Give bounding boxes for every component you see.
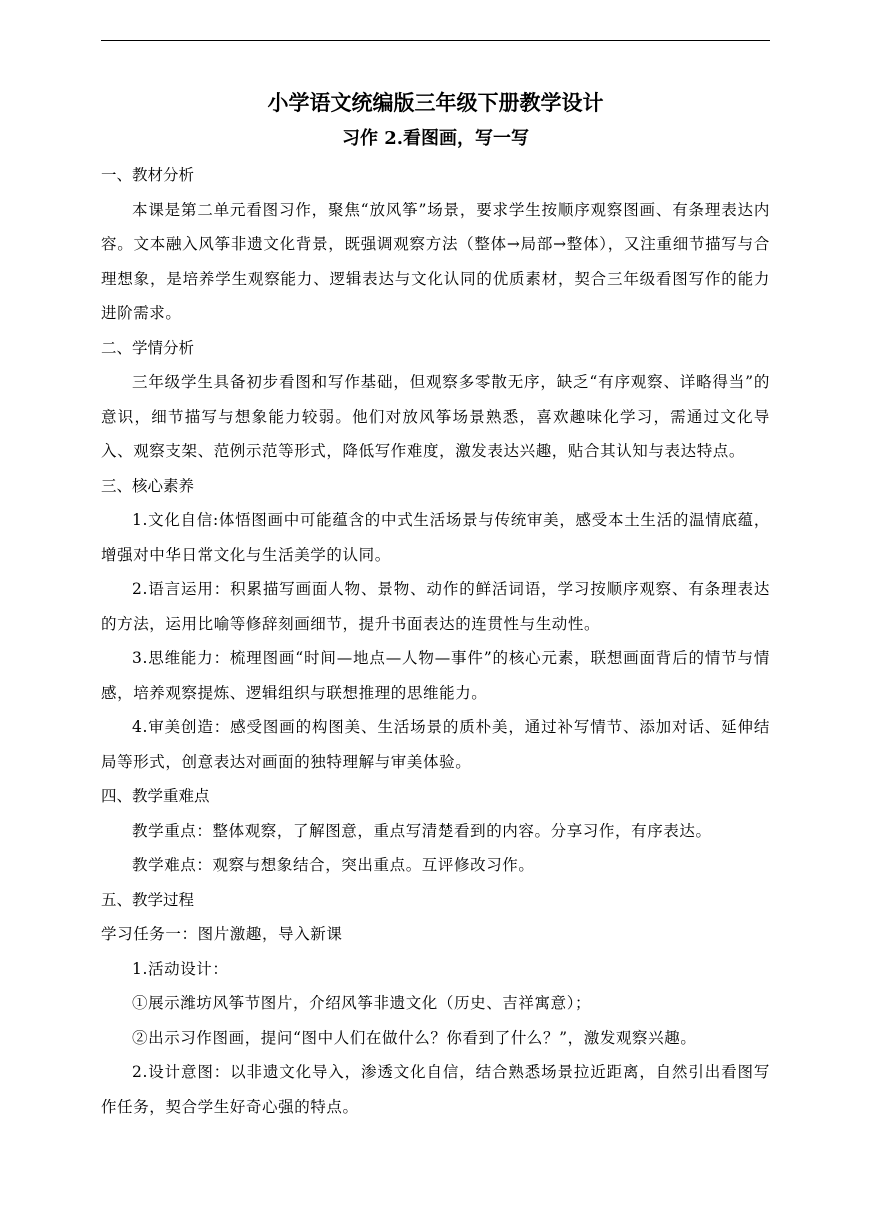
task-heading-1: 学习任务一：图片激趣，导入新课	[101, 925, 343, 943]
section-heading-student-analysis: 二、学情分析	[101, 338, 195, 357]
paragraph-language-use: 2.语言运用：积累描写画面人物、景物、动作的鲜活词语，学习按顺序观察、有条理表达的方法，运用比喻等修辞刻画细节，提升书面表达的连贯性与生动性。	[101, 580, 770, 633]
paragraph-design-intent: 2.设计意图：以非遗文化导入，渗透文化自信，结合熟悉场景拉近距离，自然引出看图写作任务，契合学生好奇心强的特点。	[101, 1063, 770, 1116]
document-body	[101, 88, 770, 1124]
paragraph-activity-design: 1.活动设计：	[132, 959, 229, 978]
paragraph-activity-step-2: ②出示习作图画，提问“图中人们在做什么？你看到了什么？”，激发观察兴趣。	[132, 1028, 697, 1047]
header-rule	[101, 40, 770, 41]
paragraph-aesthetic-creation: 4.审美创造：感受图画的构图美、生活场景的质朴美，通过补写情节、添加对话、延伸结局等形式，创意表达对画面的独特理解与审美体验。	[101, 718, 770, 771]
paragraph-textbook-analysis: 本课是第二单元看图习作，聚焦“放风筝”场景，要求学生按顺序观察图画、有条理表达内容。文本融入风筝非遗文化背景，既强调观察方法（整体→局部→整体），又注重细节描写与合理想象，是培养学生观察能力、逻辑表达与文化认同的优质素材，契合三年级看图写作的能力进阶需求。	[101, 200, 770, 322]
section-heading-key-difficulties: 四、教学重难点	[101, 787, 210, 805]
paragraph-cultural-confidence: 1.文化自信:体悟图画中可能蕴含的中式生活场景与传统审美，感受本土生活的温情底蕴，增强对中华日常文化与生活美学的认同。	[101, 511, 770, 564]
paragraph-teaching-focus: 教学重点：整体观察，了解图意，重点写清楚看到的内容。分享习作，有序表达。	[132, 821, 712, 840]
paragraph-thinking-ability: 3.思维能力：梳理图画“时间—地点—人物—事件”的核心元素，联想画面背后的情节与情感，培养观察提炼、逻辑组织与联想推理的思维能力。	[101, 649, 770, 702]
section-heading-textbook-analysis: 一、教材分析	[101, 166, 195, 184]
section-heading-core-literacy: 三、核心素养	[101, 476, 195, 495]
document-title: 小学语文统编版三年级下册教学设计	[267, 90, 604, 115]
lesson-title: 习作 2.看图画，写一写	[341, 128, 530, 149]
section-heading-teaching-process: 五、教学过程	[101, 890, 195, 909]
paragraph-student-analysis: 三年级学生具备初步看图和写作基础，但观察多零散无序，缺乏“有序观察、详略得当”的意识，细节描写与想象能力较弱。他们对放风筝场景熟悉，喜欢趣味化学习，需通过文化导入、观察支架、范例示范等形式，降低写作难度，激发表达兴趣，贴合其认知与表达特点。	[101, 373, 770, 460]
paragraph-teaching-difficulty: 教学难点：观察与想象结合，突出重点。互评修改习作。	[132, 856, 535, 874]
paragraph-activity-step-1: ①展示潍坊风筝节图片，介绍风筝非遗文化（历史、吉祥寓意）；	[132, 994, 592, 1012]
